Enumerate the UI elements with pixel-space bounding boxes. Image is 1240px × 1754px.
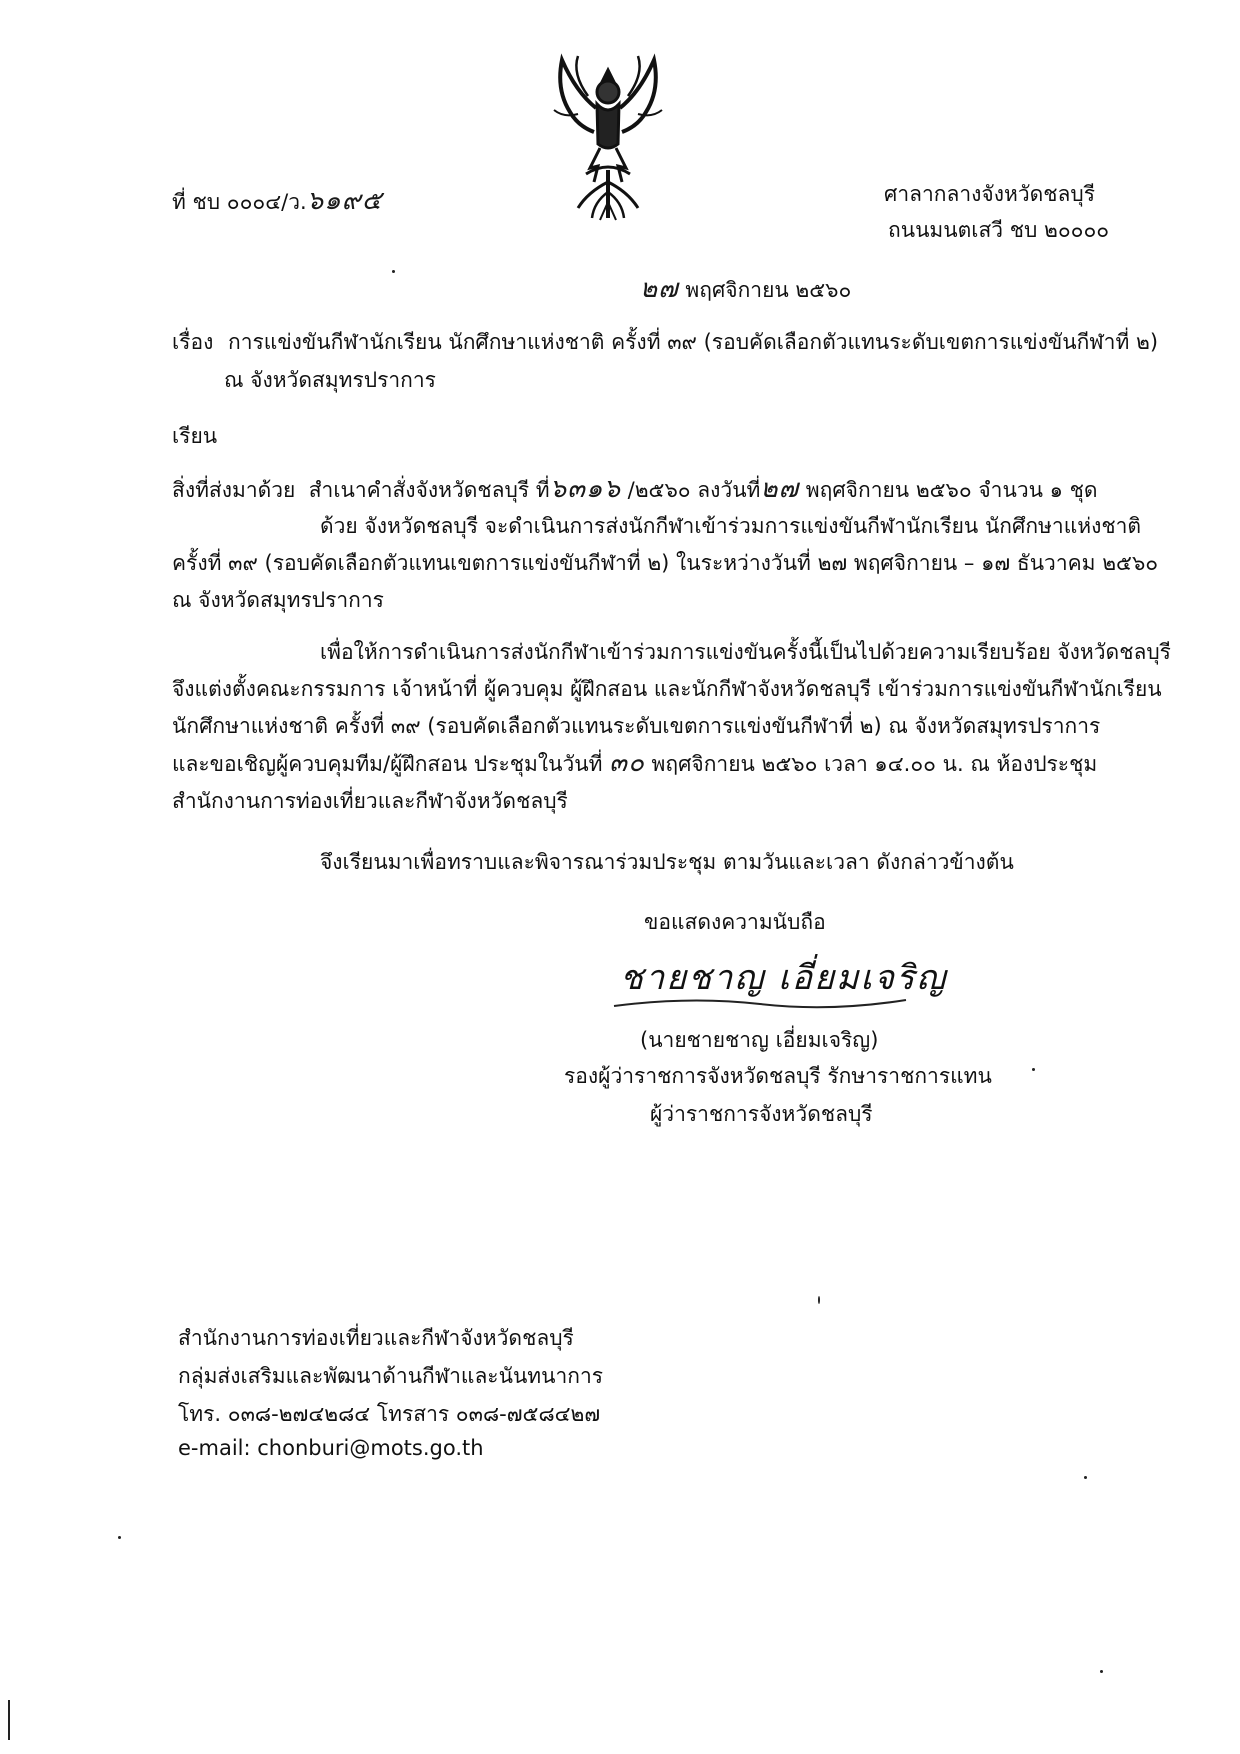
garuda-emblem-icon [548, 52, 668, 222]
scan-speck [392, 270, 395, 273]
signature-stroke-icon [610, 992, 910, 1012]
enclosure-hand-day: ๒๗ [760, 474, 800, 504]
salutation: เรียน [172, 424, 218, 448]
enclosure-label: สิ่งที่ส่งมาด้วย [172, 478, 296, 502]
scan-speck [1032, 1068, 1035, 1071]
scan-speck [1084, 1476, 1087, 1479]
closing-sentence: จึงเรียนมาเพื่อทราบและพิจารณาร่วมประชุม ตามวันและเวลา ดังกล่าวข้างต้น [320, 850, 1014, 874]
subject-line1: การแข่งขันกีฬานักเรียน นักศึกษาแห่งชาติ ครั้งที่ ๓๙ (รอบคัดเลือกตัวแทนระดับเขตการแข่งขันกีฬาที่ ๒) [228, 330, 1159, 354]
enclosure-text-1: สำเนาคำสั่งจังหวัดชลบุรี ที่ [308, 478, 550, 502]
letter-date-day: ๒๗ [640, 274, 679, 304]
letter-date [640, 268, 851, 309]
para2-line4-part1: และขอเชิญผู้ควบคุมทีม/ผู้ฝึกสอน ประชุมในวันที่ [172, 752, 603, 776]
footer-email: e-mail: chonburi@mots.go.th [178, 1436, 484, 1460]
footer-phone: โทร. ๐๓๘-๒๗๔๒๘๔ โทรสาร ๐๓๘-๗๕๘๔๒๗ [178, 1402, 601, 1426]
para1-line3: ณ จังหวัดสมุทรปราการ [172, 588, 384, 612]
sender-address-line1: ศาลากลางจังหวัดชลบุรี [884, 182, 1095, 206]
footer-group: กลุ่มส่งเสริมและพัฒนาด้านกีฬาและนันทนาการ [178, 1364, 604, 1388]
para2-line2: จึงแต่งตั้งคณะกรรมการ เจ้าหน้าที่ ผู้ควบคุม ผู้ฝึกสอน และนักกีฬาจังหวัดชลบุรี เข้าร่วมการแข่งขันกีฬานักเรียน [172, 677, 1162, 701]
para2-line4 [172, 745, 1116, 783]
signatory-name: (นายชายชาญ เอี่ยมเจริญ) [640, 1028, 879, 1052]
signoff: ขอแสดงความนับถือ [644, 910, 826, 934]
enclosure-hand-number: ๖๓๑๖ [549, 474, 621, 504]
scan-speck [818, 1296, 820, 1304]
subject-line2: ณ จังหวัดสมุทรปราการ [224, 368, 436, 392]
reference-number-handwritten: ๖๑๙๕ [306, 186, 383, 216]
para1-line1: ด้วย จังหวัดชลบุรี จะดำเนินการส่งนักกีฬาเข้าร่วมการแข่งขันกีฬานักเรียน นักศึกษาแห่งชาติ [320, 514, 1142, 538]
signatory-title1: รองผู้ว่าราชการจังหวัดชลบุรี รักษาราชการแทน [564, 1064, 992, 1088]
para2-line4-hand: ๓๐ [609, 748, 645, 778]
reference-number-printed: ที่ ชบ ๐๐๐๔/ว. [172, 190, 307, 214]
reference-number [172, 180, 382, 221]
signatory-title2: ผู้ว่าราชการจังหวัดชลบุรี [650, 1102, 873, 1126]
body-paragraph-1 [172, 508, 1159, 619]
para2-line1: เพื่อให้การดำเนินการส่งนักกีฬาเข้าร่วมการแข่งขันครั้งนี้เป็นไปด้วยความเรียบร้อย จังหวัดชลบุรี [320, 640, 1171, 664]
scan-speck [1100, 1670, 1103, 1673]
letter-date-month-year: พฤศจิกายน ๒๕๖๐ [685, 278, 852, 302]
body-paragraph-2 [172, 634, 1171, 820]
enclosure [172, 468, 1098, 509]
scan-speck [8, 1700, 10, 1740]
sender-address-line2: ถนนมนตเสวี ชบ ๒๐๐๐๐ [888, 218, 1110, 242]
para1-line2: ครั้งที่ ๓๙ (รอบคัดเลือกตัวแทนเขตการแข่งขันกีฬาที่ ๒) ในระหว่างวันที่ ๒๗ พฤศจิกายน – ๑๗ ธันวาคม ๒๕๖๐ [172, 551, 1159, 575]
para2-line4-part2: พฤศจิกายน ๒๕๖๐ เวลา ๑๔.๐๐ น. ณ ห้องประชุม [651, 752, 1098, 776]
scan-speck [118, 1536, 121, 1539]
signature: ชายชาญ เอี่ยมเจริญ [620, 958, 948, 998]
para2-line5: สำนักงานการท่องเที่ยวและกีฬาจังหวัดชลบุรี [172, 789, 568, 813]
enclosure-text-3: พฤศจิกายน ๒๕๖๐ จำนวน ๑ ชุด [805, 478, 1098, 502]
footer-office: สำนักงานการท่องเที่ยวและกีฬาจังหวัดชลบุรี [178, 1326, 574, 1350]
para2-line3: นักศึกษาแห่งชาติ ครั้งที่ ๓๙ (รอบคัดเลือกตัวแทนระดับเขตการแข่งขันกีฬาที่ ๒) ณ จังหวัดสมุทรปราการ [172, 714, 1101, 738]
subject-label: เรื่อง [172, 330, 214, 354]
enclosure-text-2: /๒๕๖๐ ลงวันที่ [627, 478, 761, 502]
